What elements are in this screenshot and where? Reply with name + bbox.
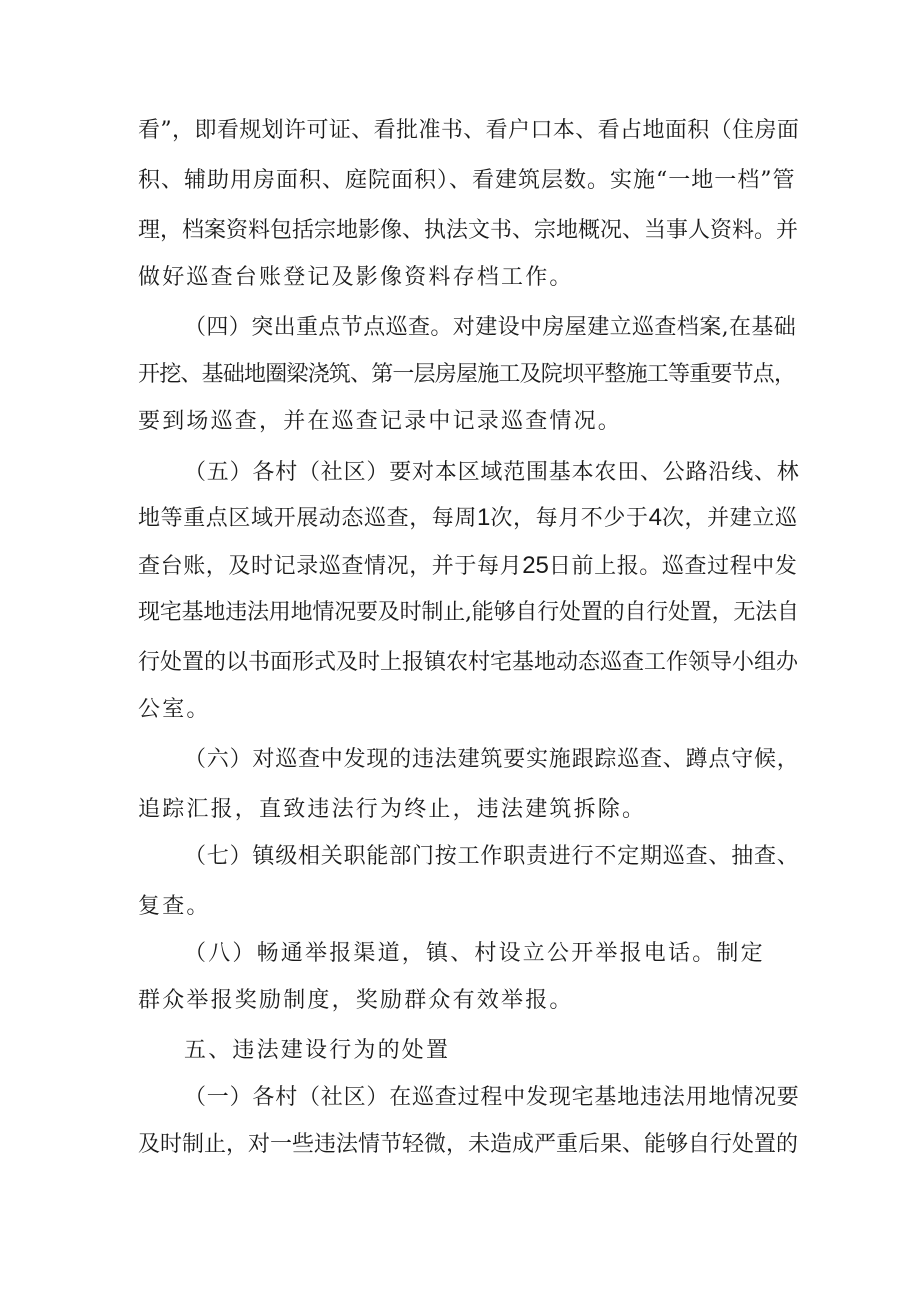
section-heading: 五、违法建设行为的处置	[184, 1038, 451, 1063]
text-line	[138, 503, 798, 533]
text-segment: 地等重点区域开展动态巡查，每周	[138, 506, 478, 531]
text-line: 追踪汇报，直致违法行为终止，违法建筑拆除。	[138, 797, 647, 822]
number-value: 25	[522, 552, 549, 579]
text-segment: 次，并建立巡	[661, 506, 798, 531]
text-segment: 次，每月不少于	[490, 506, 649, 531]
text-line: 公室。	[138, 697, 211, 722]
text-line: 及时制止，对一些违法情节轻微，未造成严重后果、能够自行处置的	[138, 1132, 799, 1157]
text-line: 看”，即看规划许可证、看批准书、看户口本、看占地面积（住房面	[138, 118, 800, 143]
text-line: 开挖、基础地圈梁浇筑、第一层房屋施工及院坝平整施工等重要节点，	[138, 362, 796, 387]
number-value: 1	[477, 504, 491, 531]
text-line: 积、辅助用房面积、庭院面积）、看建筑层数。实施“一地一档”管	[138, 168, 796, 193]
text-line: （五）各村（社区）要对本区域范围基本农田、公路沿线、林	[184, 460, 800, 485]
text-line: 现宅基地违法用地情况要及时制止,能够自行处置的自行处置，无法自	[138, 600, 799, 625]
text-line: 复查。	[138, 894, 211, 919]
text-line: （四）突出重点节点巡查。对建设中房屋建立巡查档案,在基础	[184, 315, 797, 340]
text-line: 群众举报奖励制度，奖励群众有效举报。	[138, 988, 574, 1013]
text-line	[138, 551, 798, 581]
text-line: （八）畅通举报渠道，镇、村设立公开举报电话。制定	[184, 941, 765, 966]
text-line: 要到场巡查，并在巡查记录中记录巡查情况。	[138, 409, 623, 434]
text-segment: 日前上报。巡查过程中发	[548, 554, 798, 579]
text-line: （七）镇级相关职能部门按工作职责进行不定期巡查、抽查、	[184, 844, 800, 869]
text-line: （一）各村（社区）在巡查过程中发现宅基地违法用地情况要	[184, 1085, 800, 1110]
text-segment: 查台账，及时记录巡查情况，并于每月	[138, 554, 523, 579]
text-line: 理，档案资料包括宗地影像、执法文书、宗地概况、当事人资料。并	[138, 218, 799, 243]
text-line: 行处置的以书面形式及时上报镇农村宅基地动态巡查工作领导小组办	[138, 650, 799, 675]
number-value: 4	[648, 504, 662, 531]
text-line: （六）对巡查中发现的违法建筑要实施跟踪巡查、蹲点守候，	[184, 747, 800, 772]
text-line: 做好巡查台账登记及影像资料存档工作。	[138, 265, 574, 290]
